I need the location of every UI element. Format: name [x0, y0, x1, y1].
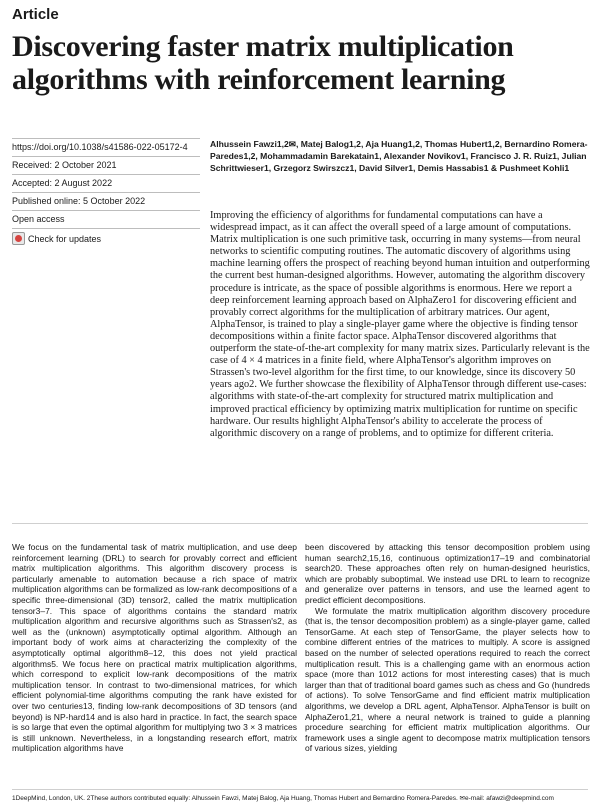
article-type-label: Article [12, 6, 59, 23]
body-column-2 [305, 542, 590, 754]
body-paragraph: We formulate the matrix multiplication algorithm discovery procedure (that is, the tensor decomposition problem) as a single-player game, called TensorGame. At each step of TensorGame, the player selects how to combine different entries of the matrices to multiply. A score is assigned based on the number of selected operations required to reach the correct multiplication result. This is a challenging game with an enormous action space (more than 1012 actions for most interesting cases) that is much larger than that of traditional board games such as chess and Go (hundreds of actions). To solve TensorGame and find efficient matrix multiplication algorithms, we develop a DRL agent, AlphaTensor. AlphaTensor is built on AlphaZero1,21, where a neural network is trained to guide a planning procedure searching for efficient matrix multiplication algorithms. Our framework uses a single agent to decompose matrix multiplication tensors of various sizes, yielding [305, 605, 590, 754]
received-date: Received: 2 October 2021 [12, 156, 200, 174]
doi-link[interactable]: https://doi.org/10.1038/s41586-022-05172-4 [12, 138, 200, 156]
open-access-label: Open access [12, 210, 200, 228]
published-date: Published online: 5 October 2022 [12, 192, 200, 210]
body-paragraph: been discovered by attacking this tensor decomposition problem using human search2,15,16, continuous optimization17–19 and combinatorial search20. These approaches often rely on human-designed heuristics, which are probably suboptimal. We instead use DRL to learn to recognize and generalize over patterns in tensors, and use the learned agent to predict efficient decompositions. [305, 542, 590, 605]
body-column-1: We focus on the fundamental task of matrix multiplication, and use deep reinforcement learning (DRL) to search for provably correct and efficient matrix multiplication algorithms. This algorithm discovery process is particularly amenable to automation because a rich space of matrix multiplication algorithms can be formalized as low-rank decompositions of a specific three-dimensional (3D) tensor2, called the matrix multiplication tensor3–7. This space of algorithms contains the standard matrix multiplication algorithm and recursive algorithms such as Strassen's2, as well as the (unknown) asymptotically optimal algorithm. Although an important body of work aims at characterizing the complexity of the asymptotically optimal algorithm8–12, this does not yield practical algorithms5. We focus here on practical matrix multiplication algorithms, which correspond to explicit low-rank decompositions of the matrix multiplication tensor. In contrast to two-dimensional matrices, for which efficient polynomial-time algorithms computing the rank have existed for over two centuries13, finding low-rank decompositions of 3D tensors (and beyond) is NP-hard14 and is also hard in practice. In fact, the search space is so large that even the optimal algorithm for multiplying two 3 × 3 matrices is still unknown. Nevertheless, in a longstanding research effort, matrix multiplication algorithms have [12, 542, 297, 754]
footnote-divider [12, 789, 588, 790]
paper-title: Discovering faster matrix multiplication algorithms with reinforcement learning [12, 30, 514, 96]
footnote: 1DeepMind, London, UK. 2These authors contributed equally: Alhussein Fawzi, Matej Balog, Aja Huang, Thomas Hubert and Bernardino Romera-Paredes. ✉e-mail: afawzi@deepmind.com [12, 795, 554, 802]
accepted-date: Accepted: 2 August 2022 [12, 174, 200, 192]
check-for-updates-link[interactable] [12, 228, 200, 249]
check-updates-label: Check for updates [28, 233, 102, 244]
author-list: Alhussein Fawzi1,2✉, Matej Balog1,2, Aja Huang1,2, Thomas Hubert1,2, Bernardino Romera-Paredes1,2, Mohammadamin Barekatain1, Alexander Novikov1, Francisco J. R. Ruiz1, Julian Schrittwieser1, Grzegorz Swirszcz1, David Silver1, Demis Hassabis1 & Pushmeet Kohli1 [210, 139, 588, 173]
abstract-divider [12, 523, 588, 524]
check-updates-icon [12, 232, 25, 245]
article-metadata [12, 138, 200, 249]
abstract: Improving the efficiency of algorithms for fundamental computations can have a widespread impact, as it can affect the overall speed of a large amount of computations. Matrix multiplication is one such primitive task, occurring in many systems—from neural networks to scientific computing routines. The automatic discovery of algorithms using machine learning offers the prospect of reaching beyond human intuition and outperforming the current best human-designed algorithms. However, automating the algorithm discovery procedure is intricate, as the space of possible algorithms is enormous. Here we report a deep reinforcement learning approach based on AlphaZero1 for discovering efficient and provably correct algorithms for the multiplication of arbitrary matrices. Our agent, AlphaTensor, is trained to play a single-player game where the objective is finding tensor decompositions within a finite factor space. AlphaTensor discovered algorithms that outperform the state-of-the-art complexity for many matrix sizes. Particularly relevant is the case of 4 × 4 matrices in a finite field, where AlphaTensor's algorithm improves on Strassen's two-level algorithm for the first time, to our knowledge, since its discovery 50 years ago2. We further showcase the flexibility of AlphaTensor through different use-cases: algorithms with state-of-the-art complexity for structured matrix multiplication and improved practical efficiency by optimizing matrix multiplication for runtime on specific hardware. Our results highlight AlphaTensor's ability to accelerate the process of algorithmic discovery on a range of problems, and to optimize for different criteria. [210, 210, 590, 439]
